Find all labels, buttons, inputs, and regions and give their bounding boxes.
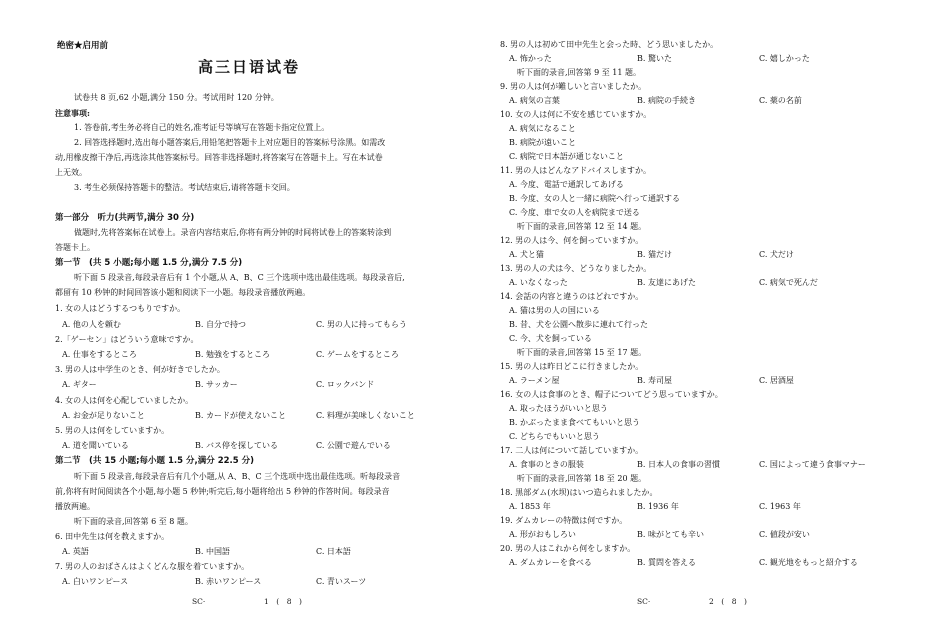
section2-intro: 前,你将有时间阅读各个小题,每小题 5 秒钟;听完后,每小题将给出 5 秒钟的作答时间。每段录音 xyxy=(55,487,390,496)
section1-intro: 都留有 10 秒钟的时间回答该小题和阅读下一小题。每段录音播放两遍。 xyxy=(55,288,311,297)
question-text: 17. 二人は何について話していますか。 xyxy=(500,446,644,455)
option-line: C. 病院で日本語が通じないこと xyxy=(509,152,624,161)
option-c: C. ゲームをするところ xyxy=(316,350,399,359)
option-b: B. 質問を答える xyxy=(637,558,696,567)
listen-instruction: 听下面的录音,回答第 9 至 11 题。 xyxy=(517,68,641,77)
option-a: A. 英語 xyxy=(62,547,89,556)
question-text: 4. 女の人は何を心配していましたか。 xyxy=(55,396,194,405)
notes-heading: 注意事项: xyxy=(55,108,90,118)
option-b: B. 日本人の食事の習慣 xyxy=(637,460,720,469)
footer-code: SC· xyxy=(192,597,206,606)
question-text: 5. 男の人は何をしていますか。 xyxy=(55,426,170,435)
option-a: A. 白いワンピース xyxy=(62,577,129,586)
option-line: B. 病院が遠いこと xyxy=(509,138,576,147)
option-a: A. 他の人を頼む xyxy=(62,320,121,329)
option-b: B. 中国語 xyxy=(195,547,230,556)
question-text: 2.「ゲーセン」はどういう意味ですか。 xyxy=(55,335,199,344)
option-b: B. 赤いワンピース xyxy=(195,577,262,586)
option-line: B. 昔、犬を公園へ散歩に連れて行った xyxy=(509,320,648,329)
question-text: 3. 男の人は中学生のとき、何が好きでしたか。 xyxy=(55,365,225,374)
question-text: 20. 男の人はこれから何をしますか。 xyxy=(500,544,636,553)
option-line: A. 病気になること xyxy=(509,124,576,133)
option-c: C. 観光地をもっと紹介する xyxy=(759,558,858,567)
option-line: C. 今、犬を飼っている xyxy=(509,334,592,343)
option-a: A. 犬と猫 xyxy=(509,250,544,259)
section2-intro: 听下面 5 段录音,每段录音后有几个小题,从 A、B、C 三个选项中选出最佳选项。听每段录音 xyxy=(74,472,401,481)
question-text: 6. 田中先生は何を教えますか。 xyxy=(55,532,170,541)
note-line: 动,用橡皮擦干净后,再选涂其他答案标号。回答非选择题时,将答案写在答题卡上。写在本试卷 xyxy=(55,153,383,162)
question-text: 8. 男の人は初めて田中先生と会った時、どう思いましたか。 xyxy=(500,40,719,49)
option-c: C. 国によって違う食事マナー xyxy=(759,460,866,469)
option-a: A. ラーメン屋 xyxy=(509,376,560,385)
option-b: B. 自分で持つ xyxy=(195,320,246,329)
option-c: C. ロックバンド xyxy=(316,380,375,389)
option-a: A. 怖かった xyxy=(509,54,552,63)
option-b: B. サッカー xyxy=(195,380,238,389)
option-c: C. 1963 年 xyxy=(759,502,801,511)
option-line: A. 取ったほうがいいと思う xyxy=(509,404,608,413)
question-text: 12. 男の人は今、何を飼っていますか。 xyxy=(500,236,644,245)
exam-info: 试卷共 8 页,62 小题,满分 150 分。考试用时 120 分钟。 xyxy=(74,93,279,102)
question-text: 1. 女の人はどうするつもりですか。 xyxy=(55,304,186,313)
option-c: C. 値段が安い xyxy=(759,530,810,539)
option-c: C. 嬉しかった xyxy=(759,54,810,63)
option-a: A. お金が足りないこと xyxy=(62,411,145,420)
option-c: C. 病気で死んだ xyxy=(759,278,818,287)
listen-instruction: 听下面的录音,回答第 18 至 20 题。 xyxy=(517,474,647,483)
page-title: 高三日语试卷 xyxy=(198,58,301,76)
question-text: 7. 男の人のおばさんはよくどんな服を着ていますか。 xyxy=(55,562,250,571)
section2-heading: 第二节 (共 15 小题;每小题 1.5 分,满分 22.5 分) xyxy=(55,456,255,466)
option-c: C. 男の人に持ってもらう xyxy=(316,320,407,329)
note-line: 1. 答卷前,考生务必将自己的姓名,准考证号等填写在答题卡指定位置上。 xyxy=(74,123,330,132)
option-c: C. 居酒屋 xyxy=(759,376,794,385)
section1-heading: 第一节 (共 5 小题;每小题 1.5 分,满分 7.5 分) xyxy=(55,258,243,268)
section2-intro: 播放两遍。 xyxy=(55,502,95,511)
question-text: 13. 男の人の犬は今、どうなりましたか。 xyxy=(500,264,652,273)
question-text: 18. 黒部ダム(水坝)はいつ造られましたか。 xyxy=(500,488,658,497)
option-a: A. 仕事をするところ xyxy=(62,350,137,359)
option-b: B. 寿司屋 xyxy=(637,376,672,385)
option-c: C. 料理が美味しくないこと xyxy=(316,411,415,420)
option-a: A. ダムカレーを食べる xyxy=(509,558,592,567)
option-a: A. 道を聞いている xyxy=(62,441,129,450)
footer-page-number: 2 ( 8 ) xyxy=(709,597,747,606)
listen-instruction: 听下面的录音,回答第 6 至 8 题。 xyxy=(74,517,193,526)
option-c: C. 薬の名前 xyxy=(759,96,802,105)
option-c: C. 犬だけ xyxy=(759,250,794,259)
option-c: C. 青いスーツ xyxy=(316,577,367,586)
option-line: B. 今度、女の人と一緒に病院へ行って通訳する xyxy=(509,194,680,203)
option-b: B. 1936 年 xyxy=(637,502,679,511)
option-a: A. ギター xyxy=(62,380,97,389)
option-b: B. バス停を探している xyxy=(195,441,278,450)
question-text: 16. 女の人は食事のとき、帽子についてどう思っていますか。 xyxy=(500,390,723,399)
confidential-mark: 绝密★启用前 xyxy=(57,41,109,51)
option-b: B. 勉強をするところ xyxy=(195,350,270,359)
option-a: A. 形がおもしろい xyxy=(509,530,576,539)
listen-instruction: 听下面的录音,回答第 15 至 17 题。 xyxy=(517,348,647,357)
question-text: 9. 男の人は何が難しいと言いましたか。 xyxy=(500,82,647,91)
option-a: A. 食事のときの服装 xyxy=(509,460,584,469)
option-a: A. 1853 年 xyxy=(509,502,551,511)
part1-heading: 第一部分 听力(共两节,满分 30 分) xyxy=(55,213,195,223)
option-line: A. 今度、電話で通訳してあげる xyxy=(509,180,624,189)
part1-intro: 答题卡上。 xyxy=(55,243,95,252)
question-text: 11. 男の人はどんなアドバイスしますか。 xyxy=(500,166,652,175)
part1-intro: 做题时,先将答案标在试卷上。录音内容结束后,你将有两分钟的时间将试卷上的答案转涂到 xyxy=(74,228,392,237)
footer-code: SC· xyxy=(637,597,651,606)
option-a: A. 病気の言葉 xyxy=(509,96,560,105)
option-b: B. 友達にあげた xyxy=(637,278,696,287)
section1-intro: 听下面 5 段录音,每段录音后有 1 个小题,从 A、B、C 三个选项中选出最佳选项。每段录音后, xyxy=(74,273,405,282)
note-line: 3. 考生必须保持答题卡的整洁。考试结束后,请将答题卡交回。 xyxy=(74,183,295,192)
option-line: C. どちらでもいいと思う xyxy=(509,432,600,441)
option-b: B. 味がとても辛い xyxy=(637,530,704,539)
option-c: C. 公園で遊んでいる xyxy=(316,441,391,450)
listen-instruction: 听下面的录音,回答第 12 至 14 题。 xyxy=(517,222,647,231)
footer-page-number: 1 ( 8 ) xyxy=(264,597,302,606)
option-b: B. カードが使えないこと xyxy=(195,411,286,420)
note-line: 2. 回答选择题时,选出每小题答案后,用铅笔把答题卡上对应题目的答案标号涂黑。如需改 xyxy=(74,138,386,147)
question-text: 10. 女の人は何に不安を感じていますか。 xyxy=(500,110,652,119)
option-a: A. いなくなった xyxy=(509,278,568,287)
question-text: 19. ダムカレーの特徴は何ですか。 xyxy=(500,516,628,525)
option-line: A. 猫は男の人の国にいる xyxy=(509,306,600,315)
option-line: C. 今度、車で女の人を病院まで送る xyxy=(509,208,640,217)
option-b: B. 猫だけ xyxy=(637,250,672,259)
question-text: 14. 会話の内容と違うのはどれですか。 xyxy=(500,292,644,301)
option-b: B. 驚いた xyxy=(637,54,672,63)
question-text: 15. 男の人は昨日どこに行きましたか。 xyxy=(500,362,644,371)
note-line: 上无效。 xyxy=(55,168,87,177)
option-c: C. 日本語 xyxy=(316,547,351,556)
option-line: B. かぶったまま食べてもいいと思う xyxy=(509,418,640,427)
option-b: B. 病院の手続き xyxy=(637,96,696,105)
